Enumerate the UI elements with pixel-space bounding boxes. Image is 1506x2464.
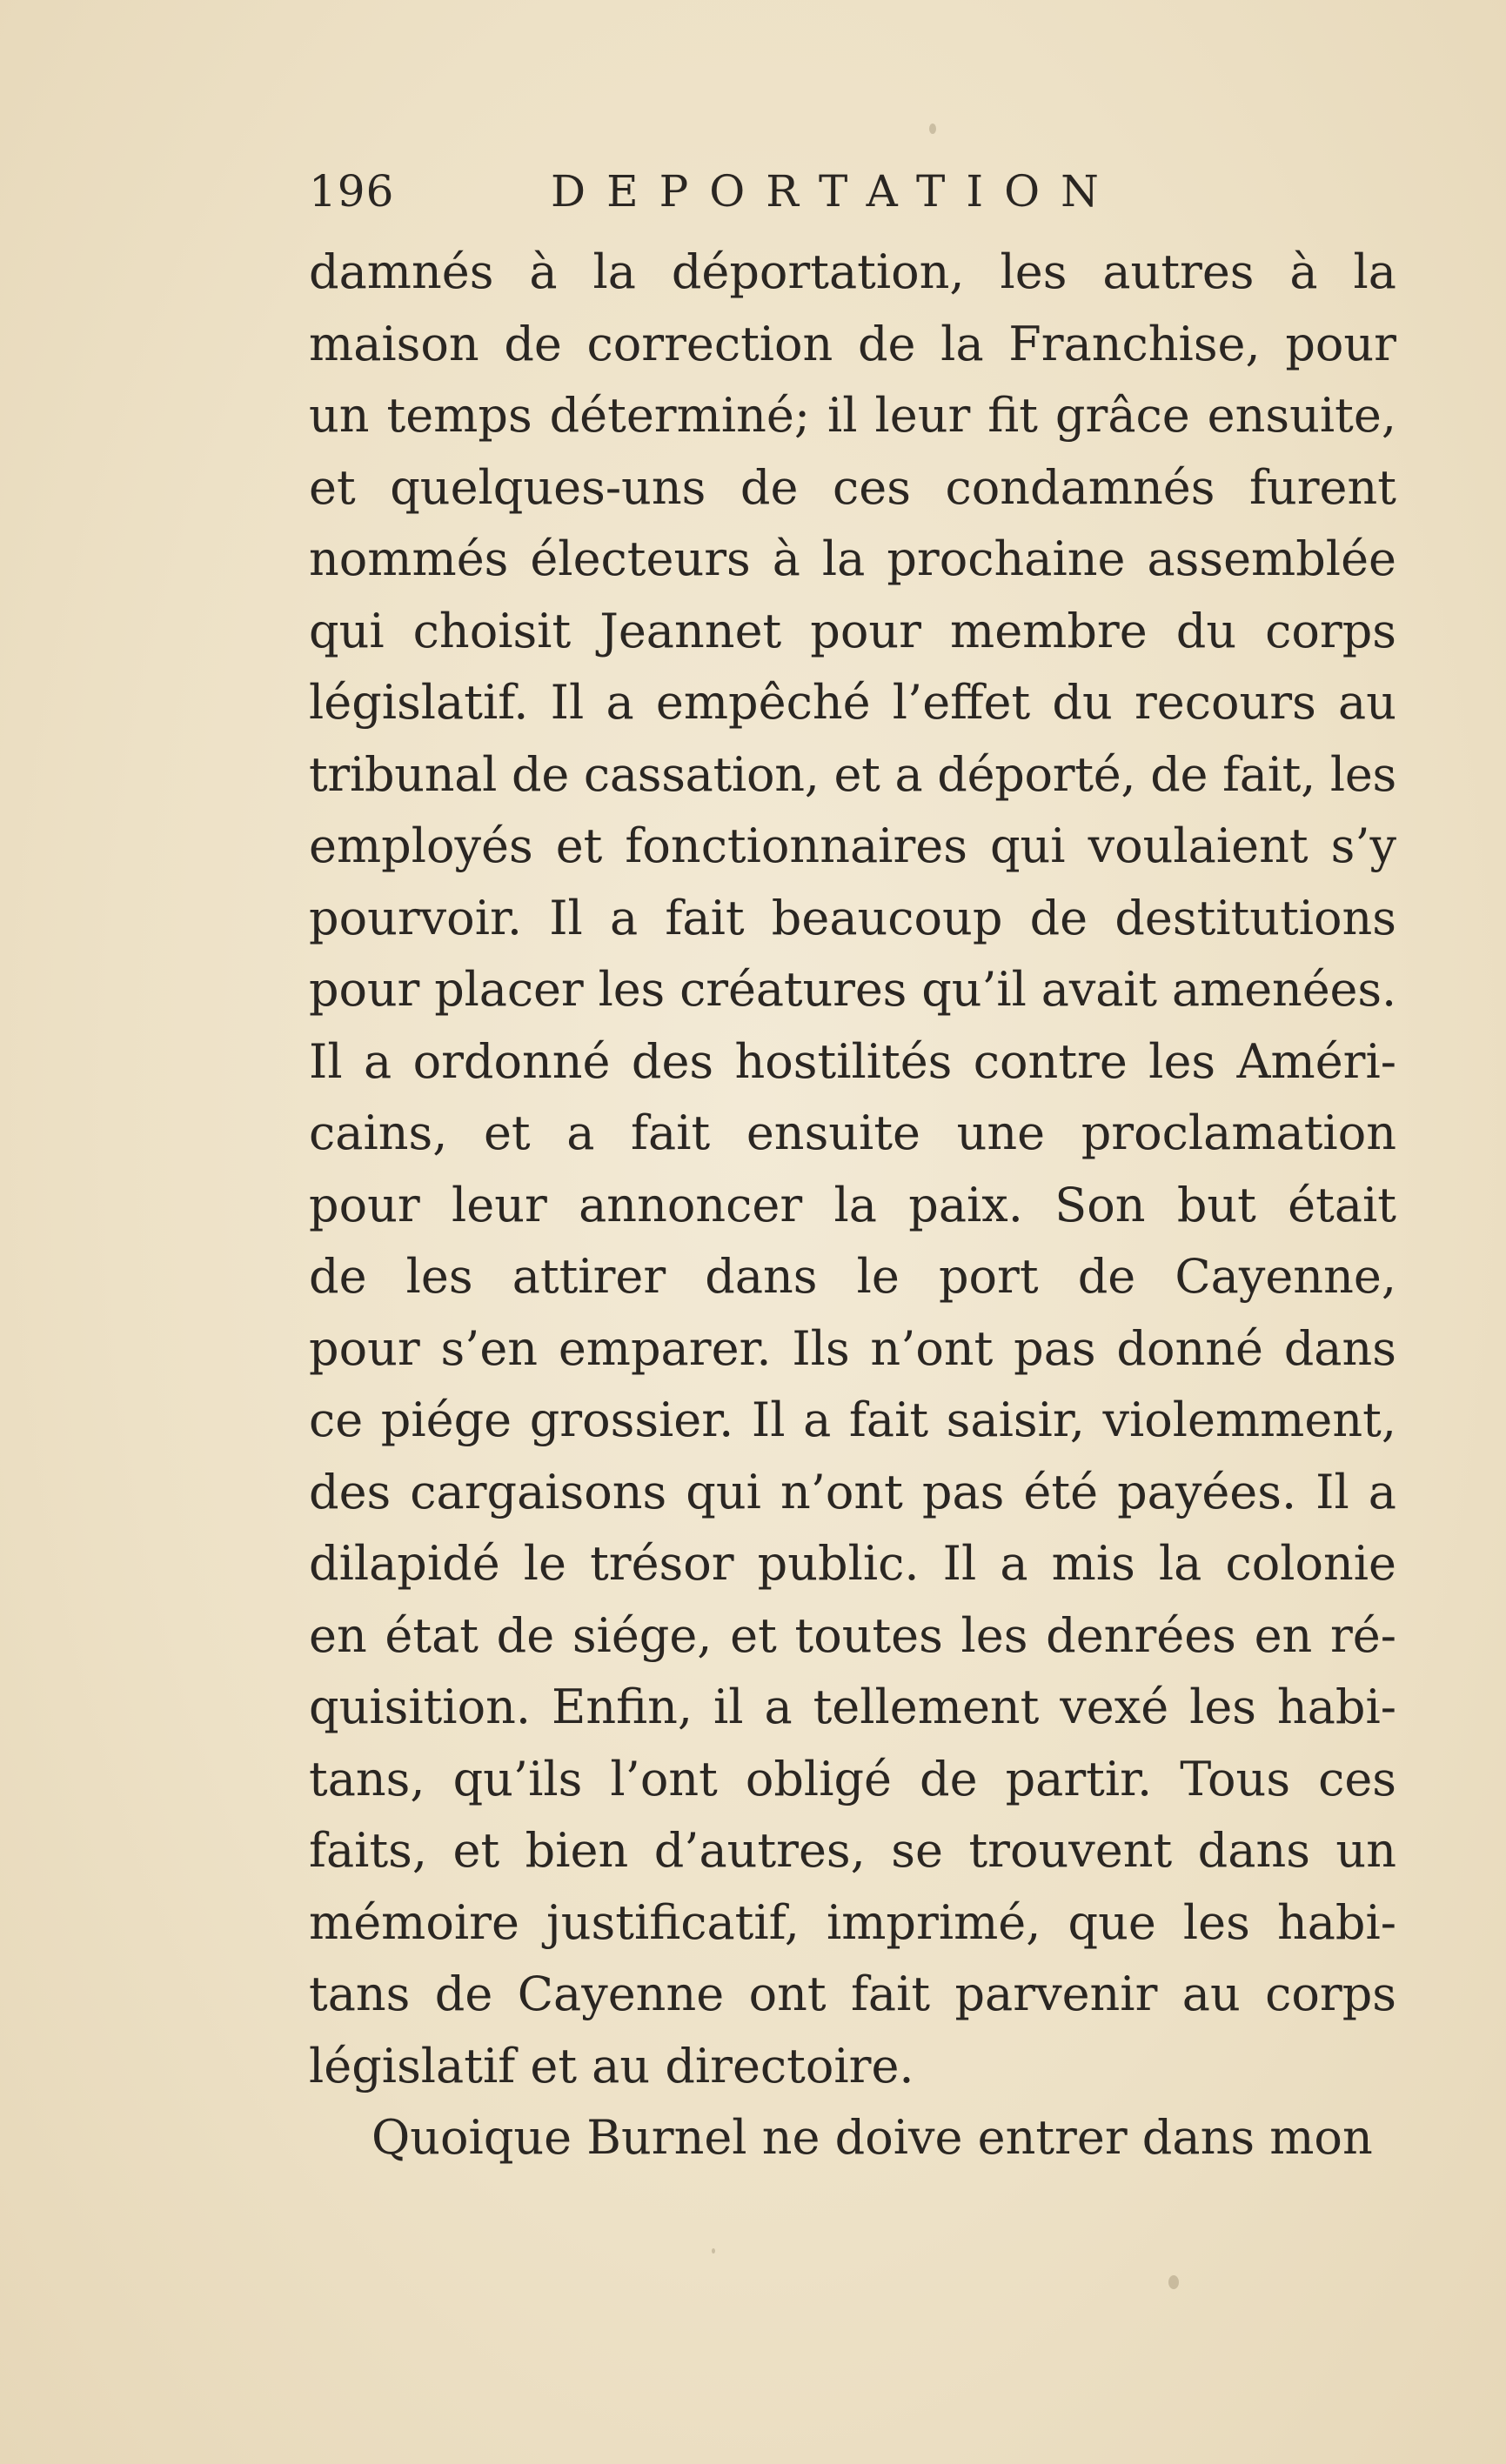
text-line: mémoire justificatif, imprimé, que les habi- — [309, 1894, 1396, 1950]
body-text — [309, 237, 1396, 2174]
text-line: législatif. Il a empêché l’effet du recours au — [309, 675, 1396, 730]
text-line: faits, et bien d’autres, se trouvent dans un — [309, 1823, 1396, 1878]
text-line: cains, et a fait ensuite une proclamation — [309, 1105, 1396, 1160]
running-title: DEPORTATION — [551, 166, 1120, 217]
text-line: dilapidé le trésor public. Il a mis la colonie — [309, 1536, 1396, 1591]
text-line: des cargaisons qui n’ont pas été payées. Il a — [309, 1464, 1396, 1519]
paper-speck — [1168, 2275, 1179, 2289]
text-line: qui choisit Jeannet pour membre du corps — [309, 603, 1396, 658]
text-line: un temps déterminé; il leur fit grâce ensuite, — [309, 388, 1396, 443]
text-line: ce piége grossier. Il a fait saisir, violemment, — [309, 1392, 1396, 1447]
text-line: tribunal de cassation, et a déporté, de fait, les — [309, 746, 1396, 802]
paper-speck — [929, 124, 936, 134]
page-header — [309, 157, 1179, 226]
paragraph-start-line: Quoique Burnel ne doive entrer dans mon — [371, 2110, 1373, 2165]
text-line: en état de siége, et toutes les denrées en ré- — [309, 1607, 1396, 1663]
text-line: Il a ordonné des hostilités contre les Améri- — [309, 1033, 1396, 1089]
text-line: et quelques-uns de ces condamnés furent — [309, 459, 1396, 515]
text-line: damnés à la déportation, les autres à la — [309, 244, 1396, 299]
text-line: pourvoir. Il a fait beaucoup de destitutions — [309, 890, 1396, 945]
text-line: employés et fonctionnaires qui voulaient s’y — [309, 818, 1396, 873]
text-line: tans de Cayenne ont fait parvenir au corps — [309, 1967, 1396, 2021]
text-line: législatif et au directoire. — [309, 2038, 914, 2093]
page-number: 196 — [309, 166, 395, 217]
paper-speck — [712, 2248, 715, 2254]
text-line: tans, qu’ils l’ont obligé de partir. Tous ces — [309, 1751, 1396, 1806]
text-line: pour s’en emparer. Ils n’ont pas donné dans — [309, 1320, 1396, 1376]
text-line: nommés électeurs à la prochaine assemblée — [309, 531, 1396, 586]
text-line: quisition. Enfin, il a tellement vexé les habi- — [309, 1679, 1396, 1734]
text-line: pour leur annoncer la paix. Son but était — [309, 1177, 1396, 1232]
text-line: de les attirer dans le port de Cayenne, — [309, 1249, 1396, 1304]
text-line: maison de correction de la Franchise, pour — [309, 316, 1396, 371]
text-line: pour placer les créatures qu’il avait amenées. — [309, 962, 1396, 1017]
